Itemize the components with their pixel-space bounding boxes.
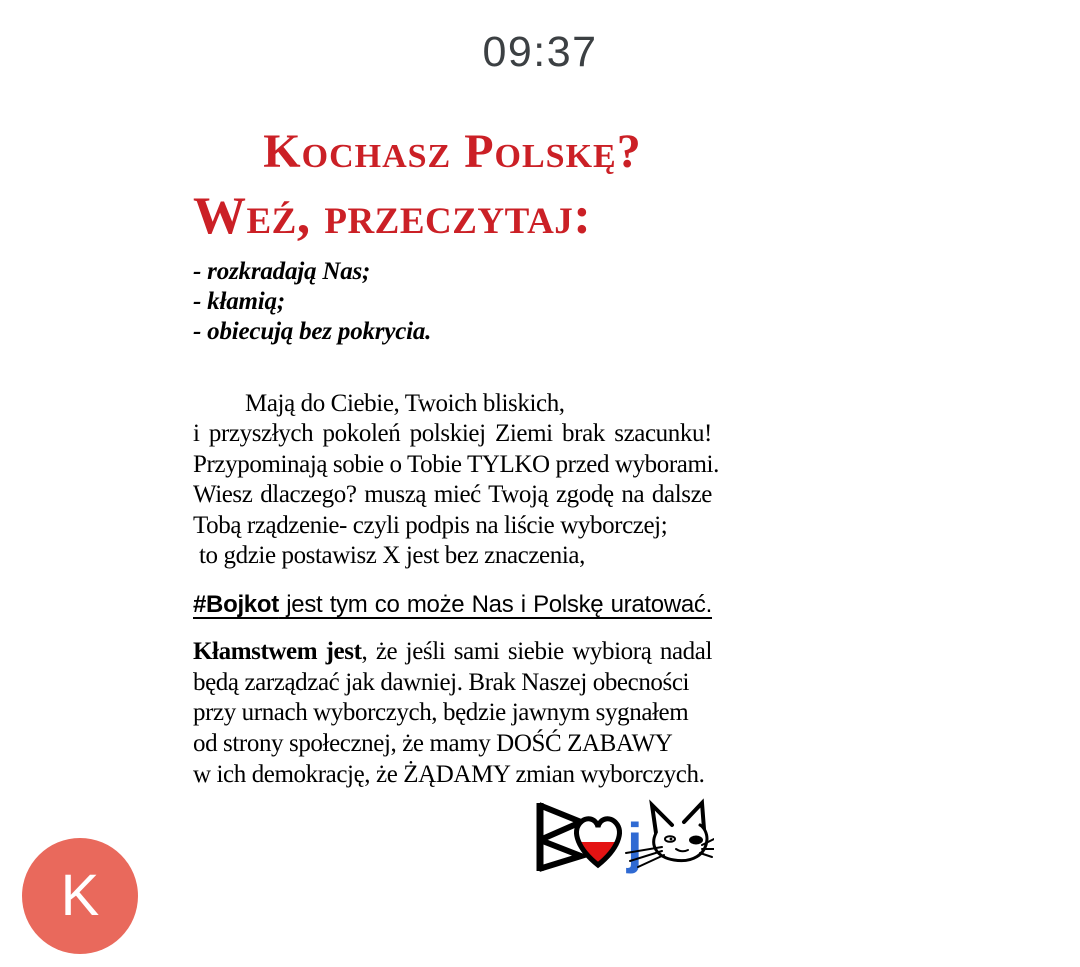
bojkot-slogan <box>193 590 712 620</box>
doc-title: Kochasz Polskę? <box>263 125 642 178</box>
paragraph-line <box>193 637 712 668</box>
grievance-item: - rozkradają Nas; <box>193 258 371 285</box>
grievance-item: - obiecują bez pokrycia. <box>193 318 432 345</box>
paragraph-line: to gdzie postawisz X jest bez znaczenia, <box>199 542 585 570</box>
status-time: 09:37 <box>482 28 598 76</box>
bojkot-hashtag: #Bojkot <box>193 591 279 618</box>
paragraph-line: będą zarządzać jak dawniej. Brak Naszej obecności <box>193 668 690 696</box>
bojkot-logo <box>526 795 714 883</box>
avatar-initial: K <box>60 863 100 928</box>
doc-subtitle: Weź, przeczytaj: <box>193 187 592 245</box>
paragraph-2 <box>193 637 712 791</box>
paragraph-line-text: , że jeśli sami siebie wybiorą nadal <box>361 638 713 665</box>
paragraph-line: Mają do Ciebie, Twoich bliskich, <box>245 390 565 417</box>
paragraph-line: i przyszłych pokoleń polskiej Ziemi brak szacunku! <box>193 420 712 448</box>
paragraph-line: Tobą rządzenie- czyli podpis na liście wyborczej; <box>193 511 668 539</box>
paragraph-line: przy urnach wyborczych, będzie jawnym sygnałem <box>193 699 689 727</box>
paragraph-line: w ich demokrację, że ŻĄDAMY zmian wyborczych. <box>193 760 705 788</box>
paragraph-line: od strony społecznej, że mamy DOŚĆ ZABAWY <box>193 730 673 758</box>
paragraph-line: Wiesz dlaczego? muszą mieć Twoją zgodę na dalsze <box>193 481 712 509</box>
paragraph-1 <box>193 389 719 571</box>
chat-head-avatar[interactable] <box>22 838 138 954</box>
grievance-list <box>193 257 712 347</box>
grievance-item: - kłamią; <box>193 288 285 315</box>
paragraph-lead-bold: Kłamstwem jest <box>193 638 362 665</box>
paragraph-line: Przypominają sobie o Tobie TYLKO przed wyborami. <box>193 450 719 478</box>
document-page <box>193 0 719 920</box>
logo-letter-j: j <box>627 811 643 874</box>
bojkot-slogan-text: jest tym co może Nas i Polskę uratować. <box>278 591 712 618</box>
